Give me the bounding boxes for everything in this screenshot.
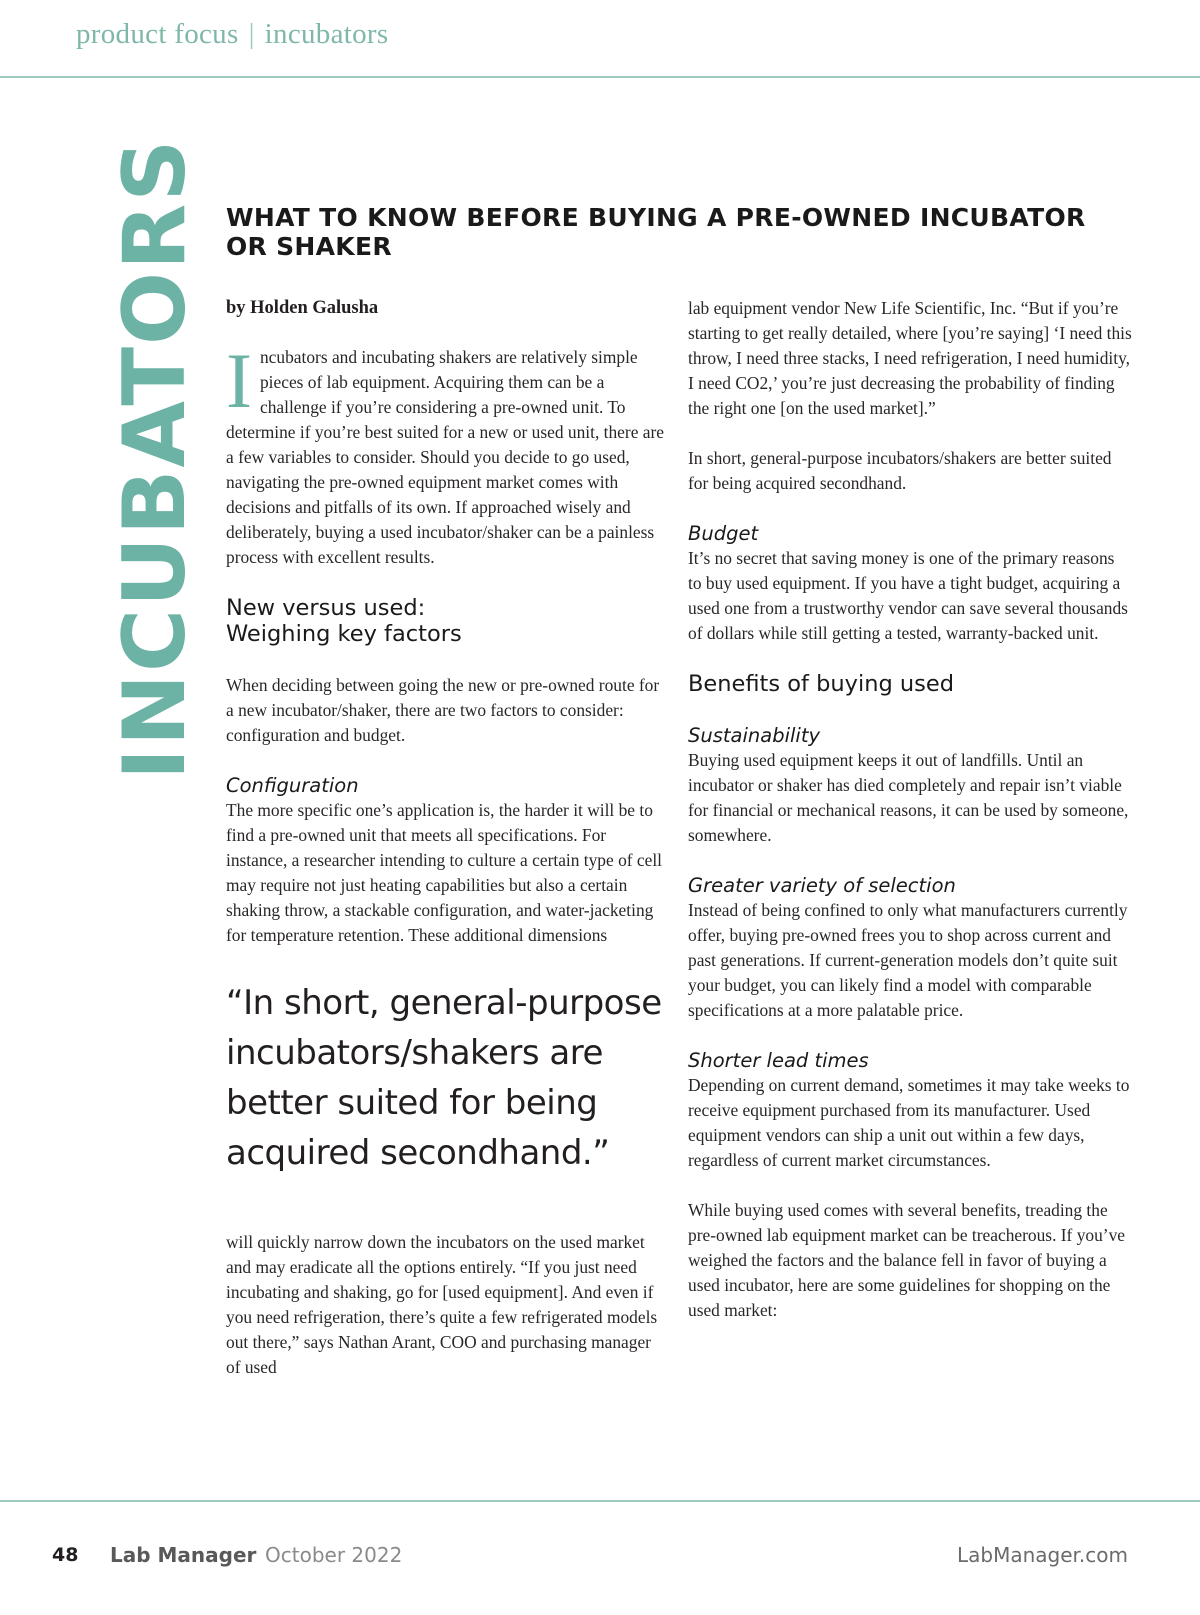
- subheading-lead-times: Shorter lead times: [688, 1049, 869, 1072]
- subheading-configuration: Configuration: [226, 774, 359, 797]
- subheading-budget: Budget: [688, 522, 759, 545]
- section-heading-new-vs-used: [226, 595, 668, 647]
- issue-date: October 2022: [265, 1543, 403, 1567]
- section-heading-benefits: Benefits of buying used: [688, 671, 955, 697]
- left-column: [226, 296, 668, 1380]
- configuration-continued-paragraph: will quickly narrow down the incubators on the used market and may eradicate all the options entirely. “If you just need incubating and shaking, go for [used equipment]. And even if you need refrigeration, there’s quite a few refrigerated models out there,” says Nathan Arant, COO and purchasing manager of used: [226, 1232, 658, 1377]
- byline: by Holden Galusha: [226, 298, 379, 318]
- sustainability-paragraph: Buying used equipment keeps it out of landfills. Until an incubator or shaker has died completely and repair isn’t viable for financial or mechanical reasons, it can be used by someone, somewhere.: [688, 750, 1129, 845]
- header-topic: incubators: [264, 18, 389, 50]
- website-url: LabManager.com: [957, 1543, 1128, 1567]
- header-section: product focus: [76, 18, 239, 50]
- variety-paragraph: Instead of being confined to only what manufacturers currently offer, buying pre-owned frees you to shop across current and past generations. If current-generation models don’t quite suit your budget, you can likely find a model with comparable specifications at a more palatable price.: [688, 900, 1128, 1020]
- article-headline: WHAT TO KNOW BEFORE BUYING A PRE-OWNED INCUBATOR OR SHAKER: [226, 203, 1086, 261]
- secondhand-summary-paragraph: In short, general-purpose incubators/shakers are better suited for being acquired secondhand.: [688, 448, 1112, 493]
- subheading-sustainability: Sustainability: [688, 724, 821, 747]
- configuration-paragraph: The more specific one’s application is, the harder it will be to find a pre-owned unit that meets all specifications. For instance, a researcher intending to culture a certain type of cell may require not just heating capabilities but also a certain shaking throw, a stackable configuration, and water-jacketing for temperature retention. These additional dimensions: [226, 800, 663, 945]
- pull-quote: “In short, general-purpose incubators/shakers are better suited for being acquired secondhand.”: [226, 983, 662, 1173]
- lead-times-paragraph: Depending on current demand, sometimes it may take weeks to receive equipment purchased from its manufacturer. Used equipment vendors can ship a unit out within a few days, regardless of current market circumstances.: [688, 1075, 1130, 1170]
- factors-paragraph: When deciding between going the new or pre-owned route for a new incubator/shaker, there are two factors to consider: configuration and budget.: [226, 675, 660, 745]
- section-heading-line-1: New versus used:: [226, 595, 426, 621]
- quote-continued-paragraph: lab equipment vendor New Life Scientific, Inc. “But if you’re starting to get really detailed, where [you’re saying] ‘I need this throw, I need three stacks, I need refrigeration, I need humidity, I need CO2,’ you’re just decreasing the probability of finding the right one [on the used market].”: [688, 298, 1132, 418]
- right-column: [688, 296, 1132, 1323]
- magazine-brand: Lab Manager: [110, 1543, 257, 1567]
- header-separator: |: [248, 18, 255, 50]
- intro-paragraph: [226, 337, 668, 570]
- running-header: [0, 0, 1200, 78]
- drop-cap: I: [226, 337, 252, 424]
- page-number: 48: [52, 1544, 79, 1566]
- header-label: [76, 18, 388, 51]
- page-footer: [0, 1500, 1200, 1615]
- vertical-section-title: INCUBATORS: [105, 137, 205, 780]
- section-heading-line-2: Weighing key factors: [226, 621, 462, 647]
- closing-paragraph: While buying used comes with several benefits, treading the pre-owned lab equipment market can be treacherous. If you’ve weighed the factors and the balance fell in favor of buying a used incubator, here are some guidelines for shopping on the used market:: [688, 1200, 1125, 1320]
- budget-paragraph: It’s no secret that saving money is one of the primary reasons to buy used equipment. If you have a tight budget, acquiring a used one from a trustworthy vendor can save several thousands of dollars while still getting a tested, warranty-backed unit.: [688, 548, 1128, 643]
- subheading-variety: Greater variety of selection: [688, 874, 956, 897]
- intro-text: ncubators and incubating shakers are relatively simple pieces of lab equipment. Acquiring them can be a challenge if you’re considering a pre-owned unit. To determine if you’re best suited for a new or used unit, there are a few variables to consider. Should you decide to go used, navigating the pre-owned equipment market comes with decisions and pitfalls of its own. If approached wisely and deliberately, buying a used incubator/shaker can be a painless process with excellent results.: [226, 347, 664, 567]
